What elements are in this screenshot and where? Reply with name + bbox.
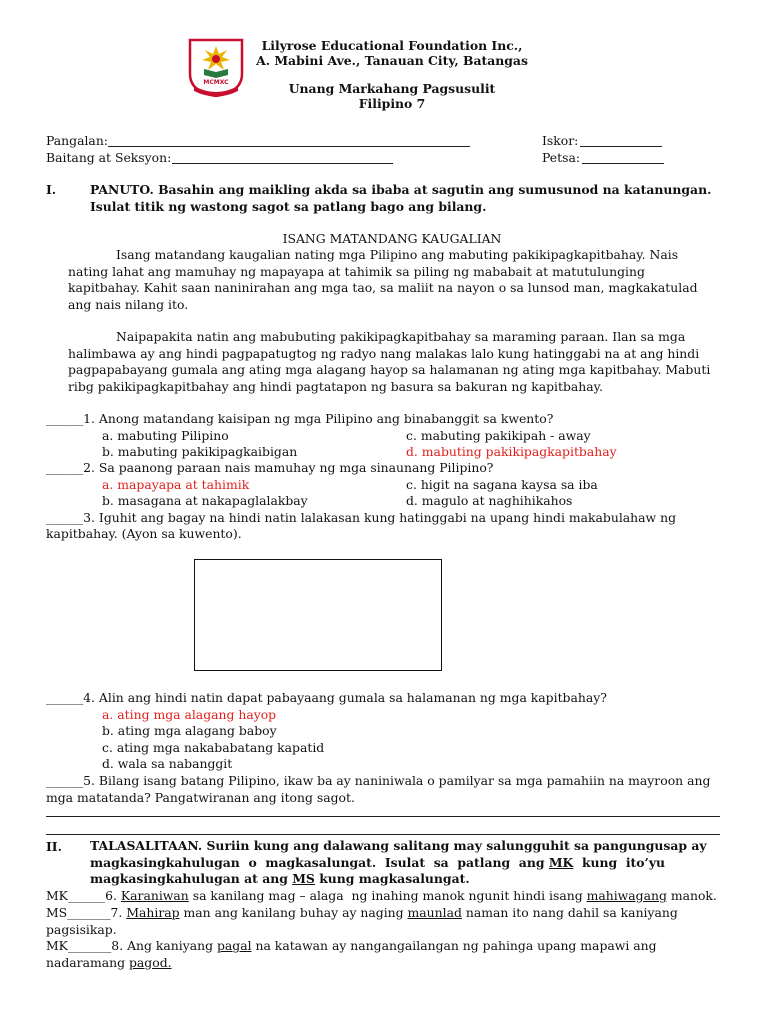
score-label: Iskor:	[542, 133, 579, 148]
q2-choice-b: b. masagana at nakapaglalakbay	[102, 493, 308, 508]
q4-choice-a-answer: a. ating mga alagang hayop	[102, 707, 277, 722]
drawing-box[interactable]	[194, 559, 442, 671]
part2-numeral: II.	[46, 839, 62, 854]
question-5-line2: mga matatanda? Pangatwiranan ang itong sagot.	[46, 790, 355, 805]
q2-choice-a-answer: a. mapayapa at tahimik	[102, 477, 250, 492]
answer-line-1[interactable]	[46, 816, 720, 817]
part2-dir-line3	[90, 871, 720, 888]
q4-choice-d: d. wala sa nabanggit	[102, 756, 233, 771]
item7-word2: maunlad	[407, 905, 462, 920]
part2-dir-line1: TALASALITAAN. Suriin kung ang dalawang salitang may salungguhit sa pangungusap ay	[90, 838, 707, 853]
item8-mid: na katawan ay nangangailangan ng pahinga upang mapawi ang	[251, 938, 657, 953]
p2-line3: pagpapabayang gumala ang ating mga alagang hayop sa halamanan ng ating mga kapitbahay. Mabuti	[68, 362, 711, 377]
part2-dir-3b: kung magkasalungat.	[314, 871, 470, 886]
q4-choice-b: b. ating mga alagang baboy	[102, 723, 277, 738]
score-field-line[interactable]	[580, 146, 662, 147]
section-label: Baitang at Seksyon:	[46, 150, 172, 165]
q1-choice-d-answer: d. mabuting pakikipagkapitbahay	[406, 444, 617, 459]
part1-numeral: I.	[46, 182, 57, 197]
part2-dir-2b: kung ito’yu	[573, 854, 666, 870]
question-3-line2: kapitbahay. (Ayon sa kuwento).	[46, 526, 242, 541]
answer-line-2[interactable]	[46, 834, 720, 835]
name-field-line[interactable]	[108, 146, 470, 147]
p2-line4: ribg pakikipagkapitbahay ang hindi pagtatapon ng basura sa bakuran ng kapitbahay.	[68, 378, 603, 394]
part2-dir-line2	[90, 855, 720, 872]
q1-choice-b: b. mabuting pakikipagkaibigan	[102, 444, 298, 459]
subject: Filipino 7	[358, 96, 426, 111]
name-label: Pangalan:	[46, 133, 108, 148]
item8-word1: pagal	[216, 938, 252, 953]
mk-code: MK	[548, 854, 574, 870]
question-4: ______4. Alin ang hindi natin dapat pabayaang gumala sa halamanan ng mga kapitbahay?	[46, 690, 607, 705]
part2-dir-3a: magkasingkahulugan at ang	[90, 871, 293, 886]
question-1: ______1. Anong matandang kaisipan ng mga Pilipino ang binabanggit sa kwento?	[46, 411, 554, 426]
story-paragraph-1	[68, 247, 718, 313]
date-field-line[interactable]	[582, 163, 664, 164]
item7-prefix: MS_______7.	[46, 905, 127, 920]
q1-choice-c: c. mabuting pakikipah - away	[406, 428, 591, 443]
part1-directions-2: Isulat titik ng wastong sagot sa patlang bago ang bilang.	[90, 199, 487, 214]
item-6	[46, 888, 722, 905]
p2-line1: Naipapakita natin ang mabubuting pakikipagkapitbahay sa maraming paraan. Ilan sa mga	[116, 329, 686, 344]
item6-end: manok.	[666, 888, 717, 903]
item6-word1: Karaniwan	[120, 888, 189, 903]
q4-choice-c: c. ating mga nakababatang kapatid	[102, 740, 325, 755]
part2-directions	[90, 838, 720, 888]
part1-directions-1: PANUTO. Basahin ang maikling akda sa ibaba at sagutin ang sumusunod na katanungan.	[90, 182, 712, 197]
item6-prefix: MK______6.	[46, 888, 121, 903]
section-field-line[interactable]	[172, 163, 393, 164]
ms-code: MS	[292, 871, 315, 886]
item7-mid: man ang kanilang buhay ay naging	[179, 905, 408, 920]
item8-word2: pagod.	[128, 954, 172, 970]
question-5-line1: ______5. Bilang isang batang Pilipino, ikaw ba ay naniniwala o pamilyar sa mga pamahiin na mayroon ang	[46, 773, 711, 788]
item8-prefix: MK_______8. Ang kaniyang	[46, 938, 217, 953]
q2-choice-d: d. magulo at naghihikahos	[406, 493, 573, 508]
p1-line2: nating lahat ang mamuhay ng mapayapa at tahimik sa piling ng mababait at matutulunging	[68, 263, 645, 279]
p2-line2: halimbawa ay ang hindi pagpapatugtog ng radyo nang malakas lalo kung hatinggabi na at ang hindi	[68, 345, 700, 361]
exam-title: Unang Markahang Pagsusulit	[288, 81, 496, 96]
question-3-line1: ______3. Iguhit ang bagay na hindi natin lalakasan kung hatinggabi na upang hindi makabulahaw ng	[46, 510, 677, 525]
date-label: Petsa:	[542, 150, 581, 165]
item-7	[46, 905, 722, 938]
item6-mid: sa kanilang mag – alaga ng inahing manok ngunit hindi isang	[188, 888, 587, 903]
item-8	[46, 938, 722, 971]
p1-line4: ang nais nilang ito.	[68, 296, 189, 312]
question-2: ______2. Sa paanong paraan nais mamuhay ng mga sinaunang Pilipino?	[46, 460, 494, 475]
story-paragraph-2	[68, 329, 718, 395]
item7-cont: pagsisikap.	[46, 921, 117, 937]
item7-word1: Mahirap	[126, 905, 180, 920]
q1-choice-a: a. mabuting Pilipino	[102, 428, 229, 443]
school-name: Lilyrose Educational Foundation Inc.,	[261, 38, 523, 53]
item6-word2: mahiwagang	[586, 888, 667, 903]
part2-dir-2a: magkasingkahulugan o magkasalungat. Isulat sa patlang ang	[90, 854, 549, 870]
item8-cont: nadaramang	[46, 954, 129, 970]
item7-end: naman ito nang dahil sa kaniyang	[461, 905, 678, 920]
logo-text: MCMXC	[203, 79, 229, 86]
p1-line3: kapitbahay. Kahit saan naninirahan ang mga tao, sa maliit na nayon o sa lunsod man, magkakatulad	[68, 280, 698, 295]
school-address: A. Mabini Ave., Tanauan City, Batangas	[256, 53, 528, 68]
p1-line1: Isang matandang kaugalian nating mga Pilipino ang mabuting pakikipagkapitbahay. Nais	[116, 247, 679, 262]
q2-choice-c: c. higit na sagana kaysa sa iba	[406, 477, 598, 492]
story-title: ISANG MATANDANG KAUGALIAN	[282, 231, 502, 246]
